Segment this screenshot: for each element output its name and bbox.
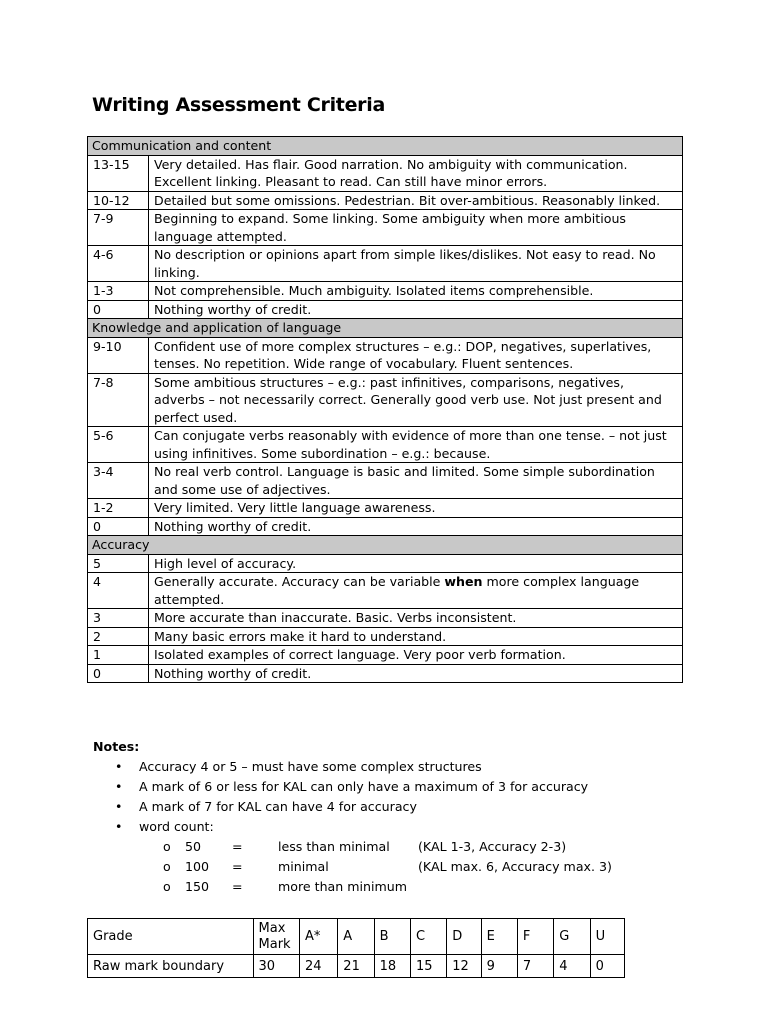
boundary-cell: 18: [374, 955, 410, 978]
criteria-description: Nothing worthy of credit.: [149, 300, 683, 319]
criteria-row: [88, 155, 683, 191]
grade-boundary-table: [87, 918, 625, 978]
word-count-list: [93, 837, 693, 897]
mark-range: 2: [88, 627, 149, 646]
mark-range: 0: [88, 517, 149, 536]
note-text: A mark of 7 for KAL can have 4 for accuracy: [139, 799, 417, 814]
page-title: Writing Assessment Criteria: [92, 94, 385, 116]
mark-range: 13-15: [88, 155, 149, 191]
criteria-row: [88, 246, 683, 282]
list-item: [93, 757, 693, 777]
criteria-description: More accurate than inaccurate. Basic. Verbs inconsistent.: [149, 609, 683, 628]
criteria-description: Some ambitious structures – e.g.: past infinitives, comparisons, negatives, adverbs – not necessarily correct. Generally good verb use. Not just present and perfect used.: [149, 373, 683, 427]
criteria-description: Very limited. Very little language awareness.: [149, 499, 683, 518]
note-text: A mark of 6 or less for KAL can only have a maximum of 3 for accuracy: [139, 779, 589, 794]
criteria-description: No real verb control. Language is basic and limited. Some simple subordination and some use of adjectives.: [149, 463, 683, 499]
criteria-row: [88, 373, 683, 427]
boundary-cell: 12: [447, 955, 481, 978]
list-item: [93, 797, 693, 817]
note-text: word count:: [139, 819, 214, 834]
criteria-row: [88, 191, 683, 210]
criteria-row: [88, 664, 683, 683]
word-count-item: [93, 837, 693, 857]
criteria-description: Nothing worthy of credit.: [149, 664, 683, 683]
grade-label: Grade: [88, 919, 254, 955]
notes-list: [93, 757, 693, 837]
criteria-row: [88, 517, 683, 536]
criteria-row: [88, 427, 683, 463]
criteria-description: Not comprehensible. Much ambiguity. Isolated items comprehensible.: [149, 282, 683, 301]
word-count-item: [93, 877, 693, 897]
criteria-row: [88, 609, 683, 628]
criteria-row: [88, 210, 683, 246]
boundary-cell: 7: [517, 955, 553, 978]
word-count-item: [93, 857, 693, 877]
equals-sign: =: [232, 879, 243, 894]
section-header-row: [88, 137, 683, 156]
mark-range: 7-9: [88, 210, 149, 246]
word-count-detail: (KAL max. 6, Accuracy max. 3): [418, 859, 612, 874]
boundary-cell: 4: [554, 955, 590, 978]
mark-range: 7-8: [88, 373, 149, 427]
max-mark-value: 30: [253, 955, 299, 978]
criteria-description: Very detailed. Has flair. Good narration. No ambiguity with communication. Excellent linking. Pleasant to read. Can still have minor errors.: [149, 155, 683, 191]
bullet-icon: •: [115, 819, 123, 834]
word-count-value: 100: [185, 859, 210, 874]
criteria-row: [88, 463, 683, 499]
circle-bullet-icon: o: [163, 879, 171, 894]
criteria-description: Isolated examples of correct language. Very poor verb formation.: [149, 646, 683, 665]
mark-range: 1: [88, 646, 149, 665]
section-heading: Knowledge and application of language: [88, 319, 683, 338]
grade-cell: D: [447, 919, 481, 955]
boundary-cell: 9: [481, 955, 517, 978]
grade-cell: B: [374, 919, 410, 955]
criteria-description: Confident use of more complex structures – e.g.: DOP, negatives, superlatives, tenses. No repetition. Wide range of vocabulary. Fluent sentences.: [149, 337, 683, 373]
mark-range: 1-2: [88, 499, 149, 518]
grade-cell: U: [590, 919, 624, 955]
boundary-cell: 24: [299, 955, 337, 978]
criteria-row: [88, 627, 683, 646]
grade-cell: C: [410, 919, 446, 955]
mark-range: 5-6: [88, 427, 149, 463]
grade-cell: G: [554, 919, 590, 955]
word-count-label: minimal: [278, 859, 329, 874]
equals-sign: =: [232, 839, 243, 854]
word-count-label: less than minimal: [278, 839, 390, 854]
criteria-row: [88, 282, 683, 301]
grade-cell: A*: [299, 919, 337, 955]
max-mark-header: [253, 919, 299, 955]
word-count-detail: (KAL 1-3, Accuracy 2-3): [418, 839, 567, 854]
bullet-icon: •: [115, 799, 123, 814]
mark-range: 9-10: [88, 337, 149, 373]
emphasis-text: when: [444, 574, 483, 589]
circle-bullet-icon: o: [163, 859, 171, 874]
section-heading: Accuracy: [88, 536, 683, 555]
criteria-row: [88, 573, 683, 609]
criteria-row: [88, 554, 683, 573]
boundary-label: Raw mark boundary: [88, 955, 254, 978]
boundary-cell: 0: [590, 955, 624, 978]
boundary-row: [88, 955, 625, 978]
criteria-row: [88, 337, 683, 373]
section-header-row: [88, 319, 683, 338]
max-mark-line: Max: [258, 920, 286, 936]
description-text: more complex language attempted.: [154, 574, 640, 607]
grade-header-row: [88, 919, 625, 955]
section-header-row: [88, 536, 683, 555]
criteria-description: Detailed but some omissions. Pedestrian. Bit over-ambitious. Reasonably linked.: [149, 191, 683, 210]
criteria-description: Nothing worthy of credit.: [149, 517, 683, 536]
list-item: [93, 817, 693, 837]
mark-range: 5: [88, 554, 149, 573]
mark-range: 3-4: [88, 463, 149, 499]
word-count-value: 50: [185, 839, 202, 854]
mark-range: 4: [88, 573, 149, 609]
notes-section: [93, 737, 693, 897]
circle-bullet-icon: o: [163, 839, 171, 854]
criteria-table: [87, 136, 683, 683]
note-text: Accuracy 4 or 5 – must have some complex structures: [139, 759, 482, 774]
max-mark-line: Mark: [258, 936, 291, 952]
mark-range: 1-3: [88, 282, 149, 301]
criteria-description: No description or opinions apart from simple likes/dislikes. Not easy to read. No linking.: [149, 246, 683, 282]
bullet-icon: •: [115, 779, 123, 794]
word-count-label: more than minimum: [278, 879, 408, 894]
criteria-row: [88, 300, 683, 319]
equals-sign: =: [232, 859, 243, 874]
criteria-description: [149, 573, 683, 609]
grade-cell: A: [338, 919, 374, 955]
boundary-cell: 21: [338, 955, 374, 978]
bullet-icon: •: [115, 759, 123, 774]
criteria-row: [88, 499, 683, 518]
list-item: [93, 777, 693, 797]
grade-cell: E: [481, 919, 517, 955]
criteria-description: Many basic errors make it hard to understand.: [149, 627, 683, 646]
mark-range: 4-6: [88, 246, 149, 282]
notes-heading: Notes:: [93, 739, 140, 754]
boundary-cell: 15: [410, 955, 446, 978]
criteria-description: High level of accuracy.: [149, 554, 683, 573]
criteria-description: Beginning to expand. Some linking. Some ambiguity when more ambitious language attempted.: [149, 210, 683, 246]
word-count-value: 150: [185, 879, 210, 894]
mark-range: 0: [88, 664, 149, 683]
mark-range: 10-12: [88, 191, 149, 210]
description-text: Generally accurate. Accuracy can be variable: [154, 574, 445, 589]
mark-range: 0: [88, 300, 149, 319]
grade-cell: F: [517, 919, 553, 955]
criteria-row: [88, 646, 683, 665]
criteria-description: Can conjugate verbs reasonably with evidence of more than one tense. – not just using infinitives. Some subordination – e.g.: because.: [149, 427, 683, 463]
section-heading: Communication and content: [88, 137, 683, 156]
mark-range: 3: [88, 609, 149, 628]
